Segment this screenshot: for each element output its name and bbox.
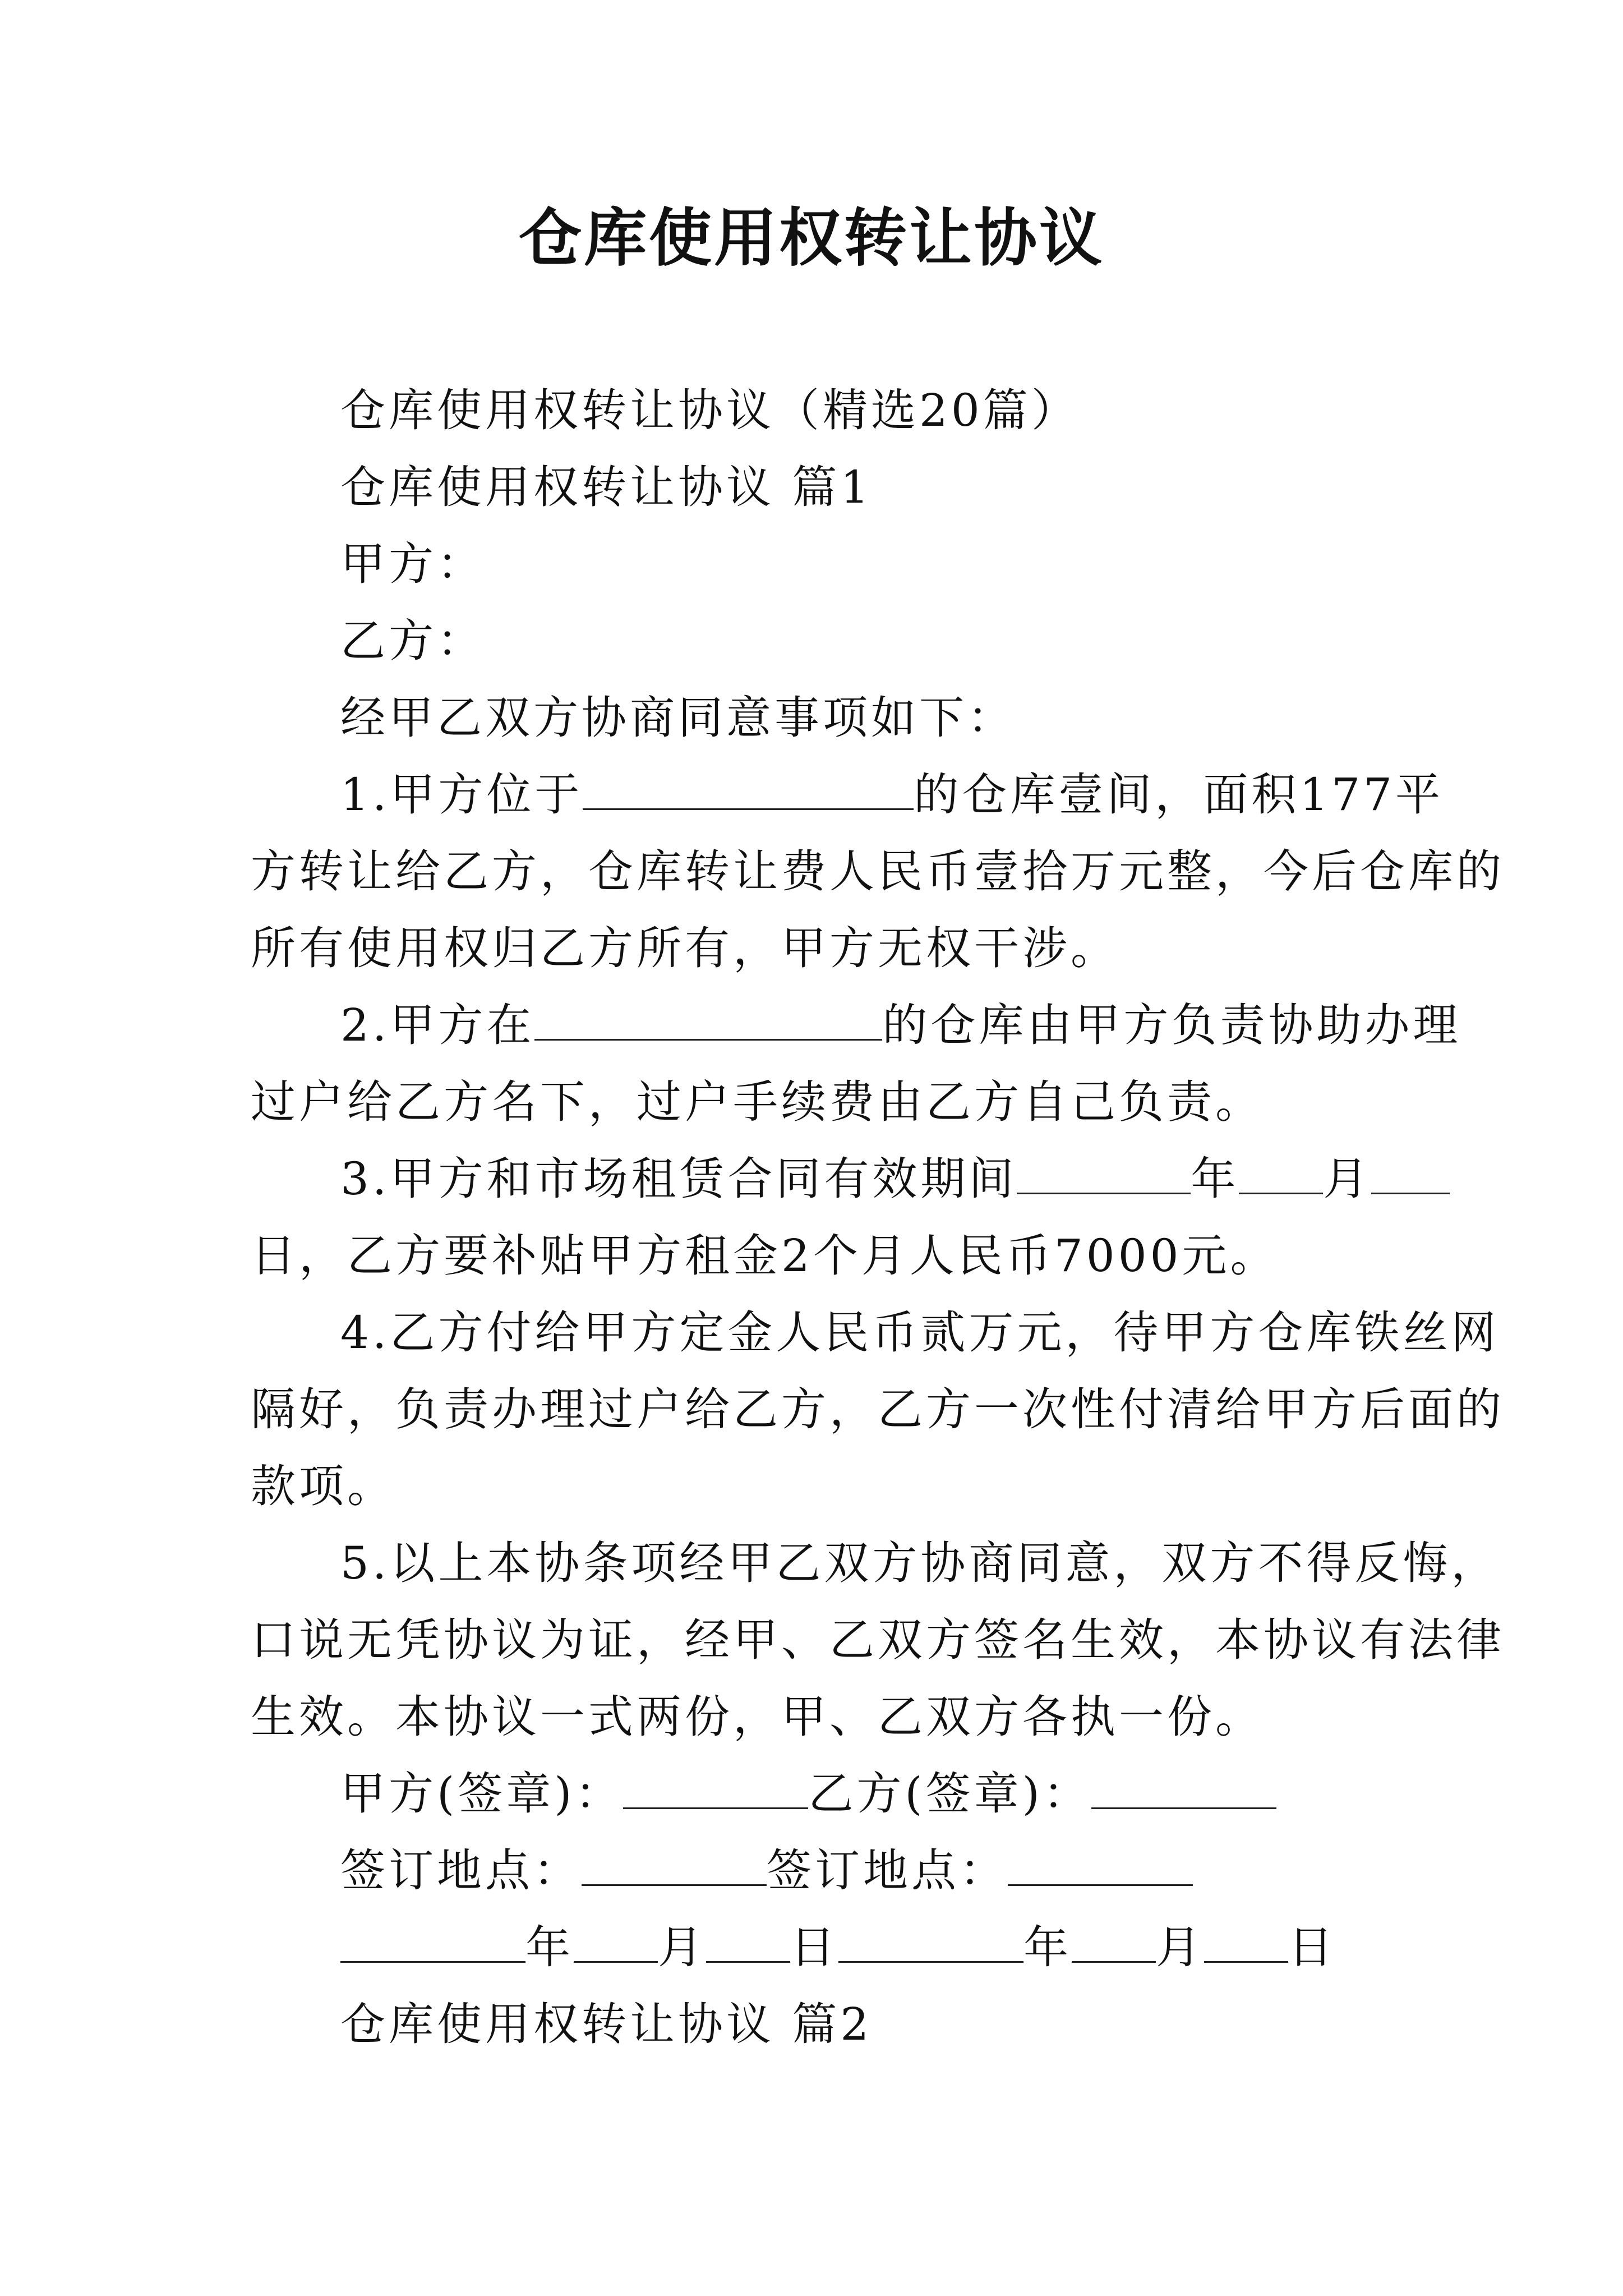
- date-a-year: 年: [525, 1921, 574, 1973]
- clause-1-text-b: 的仓库壹间，面积177平: [914, 769, 1444, 821]
- blank-line: [534, 999, 882, 1041]
- section-heading-2: 仓库使用权转让协议 篇2: [340, 1998, 873, 2050]
- clause-4-line-1: 4.乙方付给甲方定金人民币贰万元，待甲方仓库铁丝网: [340, 1306, 1500, 1359]
- blank-line: [583, 768, 914, 810]
- clause-3-line-2: 日，乙方要补贴甲方租金2个月人民币7000元。: [251, 1230, 1279, 1282]
- clause-4-line-3: 款项。: [251, 1460, 395, 1512]
- blank-line: [706, 1921, 790, 1963]
- blank-line: [1371, 1152, 1450, 1194]
- party-a-label: 甲方：: [340, 538, 485, 590]
- blank-line: [1204, 1921, 1288, 1963]
- clause-5-line-1: 5.以上本协条项经甲乙双方协商同意，双方不得反悔，: [340, 1537, 1500, 1589]
- blank-line: [1239, 1152, 1323, 1194]
- date-b-day: 日: [1288, 1921, 1336, 1973]
- party-a-place-label: 签订地点：: [340, 1844, 582, 1897]
- intro-text: 经甲乙双方协商同意事项如下：: [340, 692, 1016, 744]
- blank-line: [340, 1921, 525, 1963]
- section-heading-1: 仓库使用权转让协议 篇1: [340, 461, 873, 513]
- blank-line: [1072, 1921, 1156, 1963]
- party-b-place-label: 签订地点：: [767, 1844, 1008, 1897]
- clause-2-line-1: [251, 987, 1461, 1064]
- signing-date-line: [251, 1909, 1395, 1986]
- clause-1-line-3: 所有使用权归乙方所有，甲方无权干涉。: [251, 922, 1119, 974]
- clause-2-text-a: 2.甲方在: [340, 999, 535, 1051]
- party-b-label: 乙方：: [340, 615, 485, 667]
- clause-3-line-1: [251, 1140, 1395, 1217]
- clause-5-line-3: 生效。本协议一式两份，甲、乙双方各执一份。: [251, 1691, 1264, 1743]
- blank-line: [838, 1921, 1023, 1963]
- date-a-day: 日: [790, 1921, 838, 1973]
- clause-1-text-a: 1.甲方位于: [340, 769, 583, 821]
- clause-5-line-2: 口说无凭协议为证，经甲、乙双方签名生效，本协议有法律: [251, 1614, 1505, 1666]
- clause-2-line-2: 过户给乙方名下，过户手续费由乙方自己负责。: [251, 1076, 1264, 1128]
- blank-line: [1008, 1844, 1193, 1886]
- blank-line: [1017, 1152, 1191, 1194]
- clause-3-text-a: 3.甲方和市场租赁合同有效期间: [340, 1153, 1017, 1205]
- date-a-month: 月: [658, 1921, 706, 1973]
- party-b-signature-label: 乙方(签章)：: [808, 1768, 1091, 1820]
- blank-line: [582, 1844, 767, 1886]
- date-b-month: 月: [1156, 1921, 1204, 1973]
- blank-line: [623, 1767, 808, 1809]
- signature-line: [251, 1755, 1395, 1832]
- date-b-year: 年: [1023, 1921, 1072, 1973]
- blank-line: [574, 1921, 658, 1963]
- party-a-signature-label: 甲方(签章)：: [340, 1768, 624, 1820]
- clause-1-line-1: [251, 756, 1444, 833]
- clause-3-year: 年: [1191, 1153, 1239, 1205]
- document-body: [251, 372, 1505, 2063]
- clause-4-line-2: 隔好，负责办理过户给乙方，乙方一次性付清给甲方后面的: [251, 1383, 1505, 1435]
- clause-1-line-2: 方转让给乙方，仓库转让费人民币壹拾万元整，今后仓库的: [251, 845, 1505, 898]
- clause-3-month: 月: [1323, 1153, 1372, 1205]
- blank-line: [1091, 1767, 1276, 1809]
- clause-2-text-b: 的仓库由甲方负责协助办理: [882, 999, 1461, 1051]
- signing-place-line: [251, 1832, 1395, 1909]
- subtitle: 仓库使用权转让协议（精选20篇）: [340, 384, 1080, 436]
- document-title: 仓库使用权转让协议: [519, 201, 1104, 275]
